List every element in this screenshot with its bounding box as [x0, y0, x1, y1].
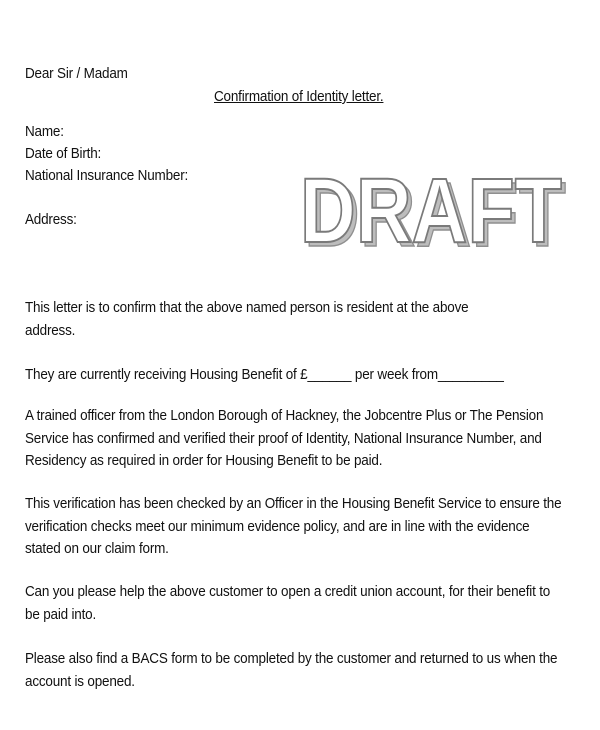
paragraph-bacs-form: [25, 648, 574, 693]
paragraph-verification-officer: [25, 405, 574, 473]
dob-label: Date of Birth:: [25, 146, 102, 162]
ni-number-label: National Insurance Number:: [25, 168, 189, 184]
paragraph-line: address.: [25, 322, 76, 339]
paragraph-line: stated on our claim form.: [25, 541, 169, 557]
draft-watermark-shadow: DRAFT: [304, 166, 566, 256]
address-label: Address:: [25, 212, 77, 228]
paragraph-line: Can you please help the above customer to open a credit union account, for their benefit to: [25, 584, 551, 600]
paragraph-line: Service has confirmed and verified their proof of Identity, National Insurance Number, and: [25, 430, 542, 447]
paragraph-housing-benefit: [25, 364, 574, 387]
letter-subject: Confirmation of Identity letter.: [214, 89, 384, 105]
draft-watermark: [298, 166, 578, 256]
draft-watermark-text: DRAFT: [300, 166, 562, 256]
paragraph-line: Please also find a BACS form to be completed by the customer and returned to us when the: [25, 651, 558, 667]
paragraph-line: This letter is to confirm that the above named person is resident at the above: [25, 300, 469, 316]
paragraph-credit-union: [25, 581, 574, 626]
name-label: Name:: [25, 124, 64, 140]
paragraph-residence: [25, 297, 574, 342]
paragraph-line: This verification has been checked by an Officer in the Housing Benefit Service to ensure the: [25, 496, 562, 512]
paragraph-line: account is opened.: [25, 673, 135, 690]
paragraph-line: They are currently receiving Housing Benefit of £______ per week from_________: [25, 367, 504, 383]
salutation: Dear Sir / Madam: [25, 66, 128, 82]
paragraph-line: be paid into.: [25, 606, 97, 623]
paragraph-verification-checks: [25, 493, 574, 561]
draft-watermark-graphic: [298, 166, 578, 256]
paragraph-line: A trained officer from the London Borough of Hackney, the Jobcentre Plus or The Pension: [25, 408, 544, 424]
paragraph-line: verification checks meet our minimum evidence policy, and are in line with the evidence: [25, 518, 530, 535]
paragraph-line: Residency as required in order for Housing Benefit to be paid.: [25, 453, 383, 469]
